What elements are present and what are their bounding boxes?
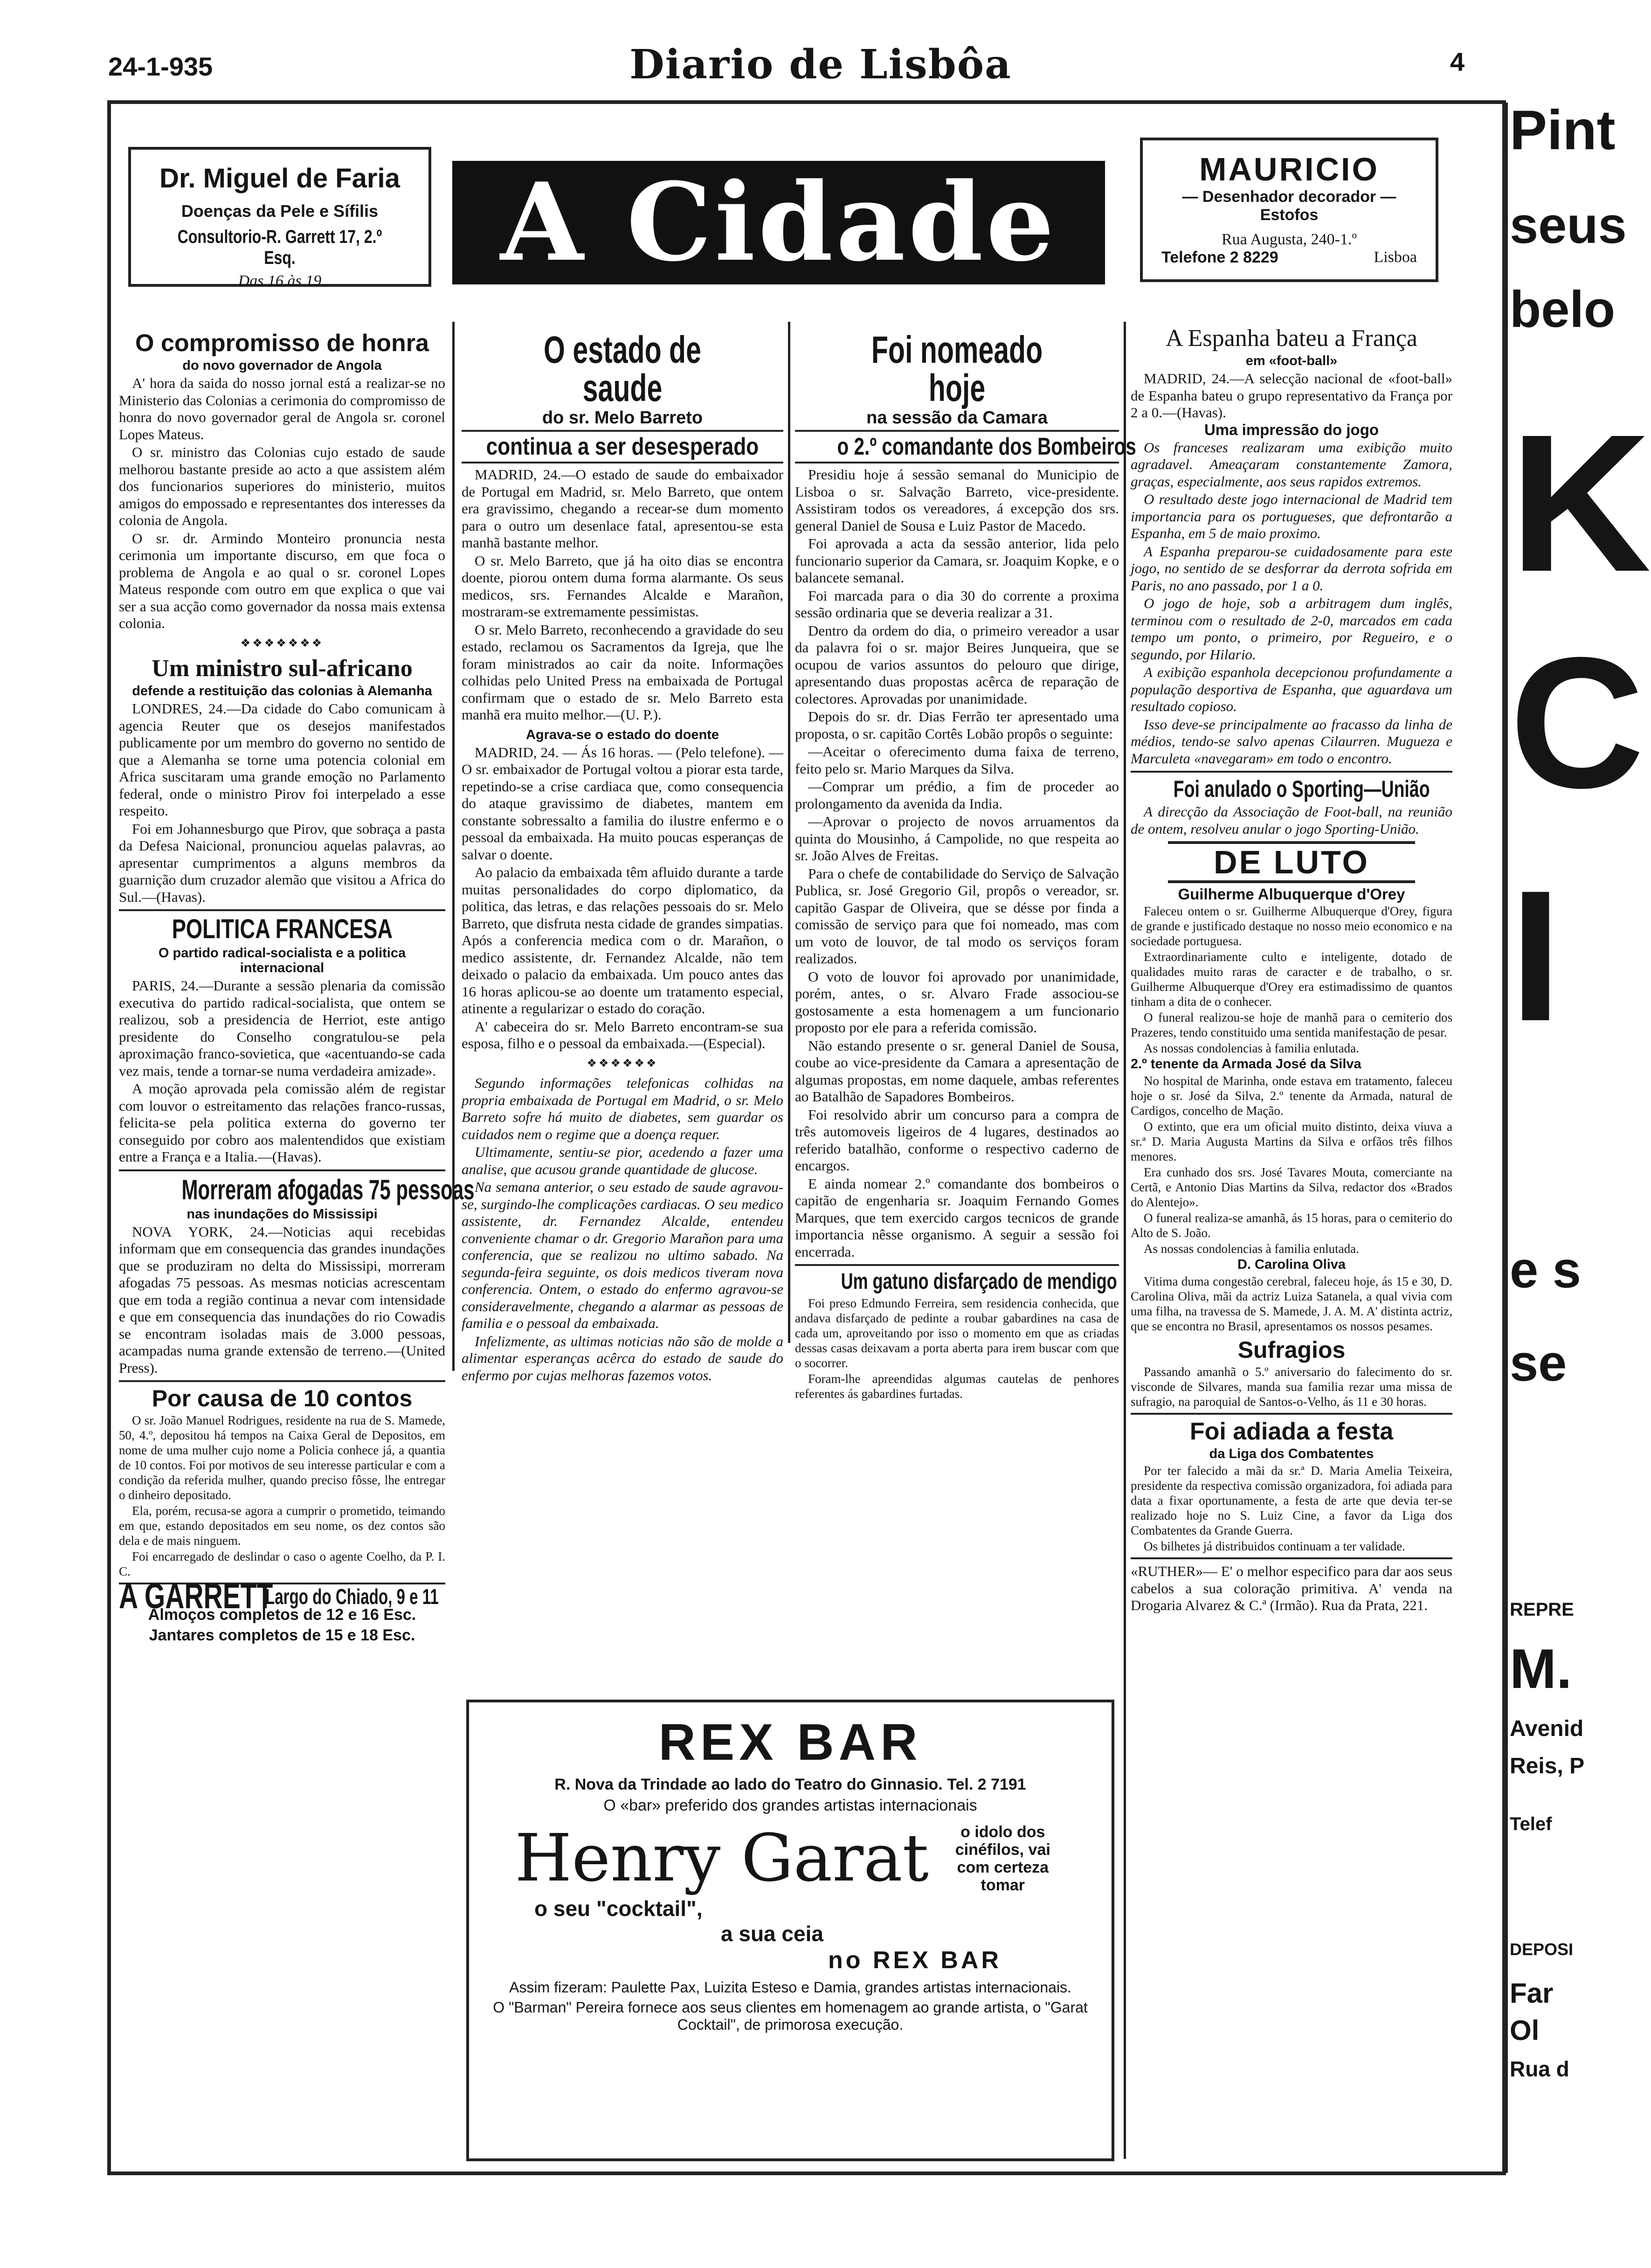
ad-line: O "Barman" Pereira fornece aos seus clientes em homenagem ao grande artista, o "Garat Cocktail", de primorosa execução. bbox=[493, 1999, 1088, 2033]
paragraph: O jogo de hoje, sob a arbitragem dum inglês, terminou com o resultado de 2-0, marcados em cada tempo um ponto, o primeiro, por Regueiro, e o segundo, por Hilario. bbox=[1131, 595, 1452, 663]
paragraph: Os franceses realizaram uma exibição muito agradavel. Ameaçaram constantemente Zamora, graças, especialmente, aos seus rapidos extremos. bbox=[1131, 439, 1452, 490]
edge-fragment: Pint bbox=[1510, 99, 1616, 161]
ad-name: Dr. Miguel de Faria bbox=[159, 163, 400, 194]
section-banner: A Cidade bbox=[452, 161, 1105, 284]
paragraph: NOVA YORK, 24.—Noticias aqui recebidas informam que em consequencia das grandes inundações que se produziram no delta do Mississipi, morreram afogadas 75 pessoas. As mesmas noticias acrescentam que em toda a região continua a nevar com intensidade e que em consequencia das inundações do rio Cowadis se encontram isoladas mais de 3.000 pessoas, acampadas numa grande extensão de terreno.—(United Press). bbox=[119, 1223, 445, 1376]
paragraph: Faleceu ontem o sr. Guilherme Albuquerque d'Orey, figura de grande e justificado destaque no nosso meio economico e na sociedade portuguesa. bbox=[1131, 904, 1452, 948]
subheadline: em «foot-ball» bbox=[1245, 353, 1338, 368]
paragraph: O sr. ministro das Colonias cujo estado de saude melhorou bastante preside ao acto a que assistem além dos funcionarios superiores do ministerio, muitos amigos do empossado e representantes dos interesses da colonia de Angola. bbox=[119, 444, 445, 528]
column-rule bbox=[1124, 322, 1126, 2159]
paragraph: —Comprar um prédio, a fim de proceder ao prolongamento da avenida da India. bbox=[795, 778, 1119, 812]
column-2 bbox=[462, 326, 783, 1383]
edge-fragment: seus bbox=[1510, 197, 1627, 254]
edge-fragment: belo bbox=[1510, 281, 1616, 338]
paragraph: O extinto, que era um oficial muito distinto, deixa viuva a sr.ª D. Maria Augusta Martins da Silva e orfãos três filhos menores. bbox=[1131, 1120, 1452, 1163]
paragraph: PARIS, 24.—Durante a sessão plenaria da comissão executiva do partido radical-socialista, que ontem se realizou, sob a presidencia de Herriot, este antigo presidente do Conselho congratulou-se pela aproximação franco-sovietica, que «acentuando-se cada vez mais, tende a tornar-se numa verdadeira amizade». bbox=[119, 977, 445, 1079]
edge-fragment: Ol bbox=[1510, 2015, 1540, 2046]
edge-fragment: se bbox=[1510, 1335, 1567, 1392]
paragraph: Depois do sr. dr. Dias Ferrão ter apresentado uma proposta, o sr. capitão Cortês Lobão propôs o seguinte: bbox=[795, 708, 1119, 742]
paragraph: As nossas condolencias à familia enlutada. bbox=[1144, 1041, 1359, 1055]
paragraph: O resultado deste jogo internacional de Madrid tem importancia para os portugueses, que defrontarão a Espanha, em 5 de maio proximo. bbox=[1131, 491, 1452, 541]
page-gutter bbox=[1505, 103, 1508, 2173]
subheadline: da Liga dos Combatentes bbox=[1209, 1446, 1374, 1461]
paragraph: O funeral realiza-se amanhã, ás 15 horas, para o cemiterio do Alto de S. João. bbox=[1131, 1211, 1452, 1240]
ad-hours: Das 16 às 19 bbox=[238, 272, 322, 290]
divider bbox=[1131, 771, 1452, 773]
paragraph: O voto de louvor foi aprovado por unanimidade, porém, antes, o sr. Alvaro Frade associou-se gostosamente a esta homenagem a um funcionario proposto por ele para a referida comissão. bbox=[795, 968, 1119, 1036]
column-rule bbox=[452, 322, 455, 1371]
headline: A Espanha bateu a França bbox=[1165, 325, 1417, 352]
column-4 bbox=[1131, 322, 1452, 2168]
headline: Um ministro sul-africano bbox=[152, 655, 413, 682]
paragraph: Ao palacio da embaixada têm afluido durante a tarde muitas personalidades do corpo diplomatico, da politica, das letras, e das relações pessoais do sr. Melo Barreto, que disfruta nesta cidade de grandes simpatias. Após a conferencia medica com o dr. Marañon, o medico assistente, dr. Fernandez Alcalde, não tem deixado o palacio da embaixada. Um pouco antes das 16 horas aplicou-se ao doente um tratamento especial, atinente a regularizar o estado do coração. bbox=[462, 864, 783, 1016]
paragraph: Segundo informações telefonicas colhidas na propria embaixada de Portugal em Madrid, o sr. Melo Barreto sofre há muito de diabetes, sem guardar os cuidados nem o regime que a doença requer. bbox=[462, 1075, 783, 1142]
headline: O estado de saude bbox=[544, 329, 701, 409]
headline: Foi anulado o Sporting—União bbox=[1173, 776, 1430, 802]
edge-fragment: Far bbox=[1510, 1978, 1554, 2009]
subheadline: Guilherme Albuquerque d'Orey bbox=[1178, 885, 1405, 903]
paragraph: Por ter falecido a mãi da sr.ª D. Maria Amelia Teixeira, presidente da respectiva comissão organizadora, foi adiada para data a fixar oportunamente, a festa de arte que devia ter-se realizado hoje no S. Luiz Cine, a favor da Liga dos Combatentes da Grande Guerra. bbox=[1131, 1464, 1452, 1537]
divider bbox=[119, 909, 445, 911]
edge-fragment: K bbox=[1510, 394, 1651, 613]
ornament-divider: ❖❖❖❖❖❖ bbox=[587, 1057, 658, 1070]
edge-fragment: I bbox=[1510, 851, 1562, 1060]
paragraph: A exibição espanhola decepcionou profundamente a população desportiva de Espanha, que aguardava um resultado copioso. bbox=[1131, 664, 1452, 714]
headline: DE LUTO bbox=[1168, 841, 1415, 883]
paragraph: A moção aprovada pela comissão além de registar com louvor o estreitamento das relações franco-russas, felicita-se pela politica externa do governo ter conseguido por cobro aos malentendidos que existiam entre a França e a Italia.—(Havas). bbox=[119, 1080, 445, 1165]
paragraph: No hospital de Marinha, onde estava em tratamento, faleceu hoje o sr. José da Silva, 2.º tenente da Armada, natural de Cardigos, concelho de Mação. bbox=[1131, 1074, 1452, 1118]
paragraph: —Aprovar o projecto de novos arruamentos da quinta do Mousinho, á Campolide, no que respeita ao sr. João Alves de Freitas. bbox=[795, 813, 1119, 864]
ad-caption: o idolo dos cinéfilos, vai com certeza tomar bbox=[955, 1823, 1050, 1894]
subheadline: 2.º tenente da Armada José da Silva bbox=[1131, 1057, 1361, 1072]
divider bbox=[795, 1264, 1119, 1266]
paragraph: Os bilhetes já distribuidos continuam a ter validade. bbox=[1144, 1539, 1405, 1553]
paragraph: Extraordinariamente culto e inteligente, dotado de qualidades muito raras de caracter e de trabalho, o sr. Guilherme Albuquerque d'Orey era estimadissimo de quantos tinham a dita de o conhecer. bbox=[1131, 950, 1452, 1009]
headline: continua a ser desesperado bbox=[486, 433, 759, 460]
ad-line: Jantares completos de 15 e 18 Esc. bbox=[149, 1626, 415, 1644]
paragraph: A' cabeceira do sr. Melo Barreto encontram-se sua esposa, filho e o pessoal da embaixada.—(Especial). bbox=[462, 1018, 783, 1051]
paragraph: A' hora da saida do nosso jornal está a realizar-se no Ministerio das Colonias a cerimonia do compromisso de honra do novo governador geral de Angola sr. coronel Lopes Mateus. bbox=[119, 375, 445, 443]
edge-fragment: Avenid bbox=[1510, 1716, 1584, 1741]
ad-sub: Estofos bbox=[1260, 206, 1319, 224]
headline: O compromisso de honra bbox=[135, 330, 429, 357]
ad-address: Consultorio-R. Garrett 17, 2.º Esq. bbox=[177, 227, 382, 268]
edge-fragment: REPRE bbox=[1510, 1599, 1574, 1620]
ad-star-name: Henry Garat bbox=[515, 1820, 929, 1896]
ad-ruther: «RUTHER»— E' o melhor especifico para dar aos seus cabelos a sua coloração primitiva. A' venda na Drogaria Alvarez & C.ª (Irmão). Rua da Prata, 221. bbox=[1131, 1563, 1452, 1613]
subheadline: do novo governador de Angola bbox=[182, 358, 382, 373]
divider bbox=[119, 1169, 445, 1171]
paragraph: Na semana anterior, o seu estado de saude agravou-se, surgindo-lhe complicações cardiacas. O seu medico assistente, dr. Fernandez Alcalde, entendeu conveniente chamar o dr. Gregorio Marañon para uma conferencia, que se realizou no ultimo sabado. Na segunda-feira seguinte, os dois medicos tiveram nova conferencia. Ontem, o estado do enfermo agravou-se consideravelmente, chegando a alarmar as pessoas de familia e o pessoal da embaixada. bbox=[462, 1179, 783, 1331]
headline: Foi nomeado hoje bbox=[871, 329, 1043, 409]
paragraph: Foi em Johannesburgo que Pirov, que sobraça a pasta da Defesa Naicional, pronunciou aquelas palavras, ao apresentar cumprimentos a alguns membros da guarnição dum cruzador alemão que visitou a Africa do Sul.—(Havas). bbox=[119, 820, 445, 905]
paragraph: Presidiu hoje á sessão semanal do Municipio de Lisboa o sr. Salvação Barreto, vice-presidente. Assistiram todos os vereadores, á excepção dos srs. general Daniel de Sousa e Luiz Pastor de Macedo. bbox=[795, 466, 1119, 534]
headline: POLITICA FRANCESA bbox=[172, 914, 393, 944]
paragraph: Foi resolvido abrir um concurso para a compra de três automoveis ligeiros de 4 lugares, destinados ao referido batalhão, conforme o respectivo caderno de encargos. bbox=[795, 1106, 1119, 1174]
subheadline: nas inundações do Mississipi bbox=[187, 1206, 378, 1222]
ad-line: no REX BAR bbox=[828, 1947, 1002, 1974]
paragraph: —Aceitar o oferecimento duma faixa de terreno, feito pelo sr. Mario Marques da Silva. bbox=[795, 743, 1119, 777]
divider bbox=[1131, 1557, 1452, 1559]
ad-city: Lisboa bbox=[1374, 249, 1417, 266]
edge-fragment: M. bbox=[1510, 1638, 1572, 1700]
paragraph: LONDRES, 24.—Da cidade do Cabo comunicam à agencia Reuter que os desejos manifestados publicamente por um membro do governo no sentido de que a Alemanha se torne uma potencia colonial em Africa suscitaram uma grande emoção no Parlamento federal, onde o ministro Pirov foi interpelado a esse respeito. bbox=[119, 700, 445, 819]
column-1 bbox=[119, 326, 475, 2178]
paragraph: MADRID, 24.—A selecção nacional de «foot-ball» de Espanha bateu o grupo representativo da França por 2 a 0.—(Havas). bbox=[1131, 370, 1452, 421]
ad-tagline: O «bar» preferido dos grandes artistas internacionais bbox=[603, 1797, 977, 1814]
paragraph: Infelizmente, as ultimas noticias não são de molde a alimentar esperanças acêrca do estado de saude do enfermo por cujas melhoras fazemos votos. bbox=[462, 1333, 783, 1383]
edge-fragment: e s bbox=[1510, 1241, 1581, 1299]
paragraph: O sr. Melo Barreto, reconhecendo a gravidade do seu estado, reclamou os Sacramentos da Igreja, que lhe foram ministrados ao cair da noite. Informações colhidas pelo United Press na embaixada de Portugal confirmam que o estado de sr. Melo Barreto esta manhã era muito melhor.—(U. P.). bbox=[462, 621, 783, 723]
paragraph: Foi aprovada a acta da sessão anterior, lida pelo funcionario superior da Camara, sr. Joaquim Kopke, e o balancete semanal. bbox=[795, 535, 1119, 586]
edge-fragment: DEPOSI bbox=[1510, 1940, 1574, 1959]
headline: Foi adiada a festa bbox=[1189, 1418, 1394, 1445]
ad-line: Assim fizeram: Paulette Pax, Luizita Esteso e Damia, grandes artistas internacionais. bbox=[509, 1979, 1071, 1996]
paragraph: Isso deve-se principalmente ao fracasso da linha de médios, tendo-se salvo apenas Cilaurren. Mugueza e Marculeta «navegaram» em todo o encontro. bbox=[1131, 716, 1452, 767]
ad-name: A GARRETT bbox=[119, 1577, 273, 1616]
divider bbox=[1131, 1413, 1452, 1415]
ad-name: MAURICIO bbox=[1199, 151, 1379, 187]
headline: Sufragios bbox=[1237, 1337, 1346, 1363]
paragraph: As nossas condolencias à familia enlutada. bbox=[1144, 1242, 1359, 1256]
paragraph: Vitima duma congestão cerebral, faleceu hoje, ás 15 e 30, D. Carolina Oliva, mãi da actriz Luiza Satanela, a qual vivia com uma filha, na travessa de S. Mamede, J. A. M. A' distinta actriz, que se encontra no Brasil, apresentamos os nossos pesames. bbox=[1131, 1274, 1452, 1333]
ad-dr-faria bbox=[128, 147, 431, 290]
subheadline: do sr. Melo Barreto bbox=[542, 408, 703, 428]
paragraph: E ainda nomear 2.º comandante dos bombeiros o capitão de engenharia sr. Joaquim Fernando Gomes Marques, que tem exercido cargos tecnicos de grande importancia nêsse organismo. A seguir a sessão foi encerrada. bbox=[795, 1175, 1119, 1260]
edge-fragment: C bbox=[1510, 618, 1644, 827]
column-3 bbox=[795, 326, 1136, 1401]
page-number: 4 bbox=[1450, 47, 1465, 76]
paragraph: Foram-lhe apreendidas algumas cautelas de penhores referentes ás gabardines furtadas. bbox=[795, 1372, 1119, 1401]
subheadline: defende a restituição das colonias à Alemanha bbox=[132, 684, 432, 698]
ad-line: a sua ceia bbox=[721, 1922, 823, 1946]
ad-address: R. Nova da Trindade ao lado do Teatro do Ginnasio. Tel. 2 7191 bbox=[554, 1776, 1026, 1793]
paragraph: Passando amanhã o 5.º aniversario do falecimento do sr. visconde de Silvares, manda sua familia rezar uma missa de sufragio, na paroquial de Santos-o-Velho, ás 11 e 30 horas. bbox=[1131, 1365, 1452, 1409]
paragraph: Não estando presente o sr. general Daniel de Sousa, coube ao vice-presidente da Camara a apresentação de algumas propostas, em nome daquele, ambas referentes ao Batalhão de Sapadores Bombeiros. bbox=[795, 1037, 1119, 1105]
paragraph: A Espanha preparou-se cuidadosamente para este jogo, no sentido de se desforrar da derrota sofrida em Paris, no ano passado, por 1 a 0. bbox=[1131, 543, 1452, 594]
subheadline: D. Carolina Oliva bbox=[1237, 1257, 1346, 1272]
paragraph: Foi marcada para o dia 30 do corrente a proxima sessão ordinaria que se deveria realizar a 31. bbox=[795, 587, 1119, 621]
paragraph: Foi preso Edmundo Ferreira, sem residencia conhecida, que andava disfarçado de pedinte a roubar gabardines na casa de cada um, aproveitando por isso o momento em que as criadas dessas casas deixavam a porta aberta para irem buscar com que o socorrer. bbox=[795, 1296, 1119, 1370]
subheadline: O partido radical-socialista e a politica internacional bbox=[158, 946, 406, 975]
ad-title: REX BAR bbox=[658, 1714, 922, 1771]
headline: Um gatuno disfarçado de mendigo bbox=[841, 1269, 1117, 1294]
edge-fragment: Reis, P bbox=[1510, 1754, 1585, 1778]
paragraph: Para o chefe de contabilidade do Serviço de Salvação Publica, sr. José Gregorio Gil, propôs o vereador, sr. capitão Gaspar de Oliveira, que se désse por finda a comissão de serviço para que foi nomeado, mas com um voto de louvor, de tal modo os serviços foram realizados. bbox=[795, 865, 1119, 967]
ad-mauricio bbox=[1140, 138, 1438, 282]
issue-date: 24-1-935 bbox=[108, 52, 213, 81]
headline: o 2.º comandante dos Bombeiros bbox=[837, 433, 1136, 460]
ad-address: Largo do Chiado, 9 e 11 bbox=[265, 1584, 439, 1609]
ad-line: Almoços completos de 12 e 16 Esc. bbox=[148, 1605, 416, 1624]
ad-line: o seu "cocktail", bbox=[534, 1896, 703, 1921]
ad-specialty: Doenças da Pele e Sífilis bbox=[181, 201, 379, 221]
ad-address: Rua Augusta, 240-1.º bbox=[1221, 231, 1357, 248]
ornament-divider: ❖❖❖❖❖❖❖ bbox=[240, 637, 324, 650]
paragraph: Ultimamente, sentiu-se pior, acedendo a fazer uma analise, que acusou grande quantidade de glucose. bbox=[462, 1144, 783, 1177]
subheadline: Agrava-se o estado do doente bbox=[525, 727, 719, 742]
paragraph: MADRID, 24.—O estado de saude do embaixador de Portugal em Madrid, sr. Melo Barreto, que ontem era gravissimo, chegando a recear-se dum momento para o outro um desenlace fatal, apresentou-se esta manhã bastante melhor. bbox=[462, 466, 783, 551]
divider bbox=[119, 1380, 445, 1382]
paragraph: O sr. Melo Barreto, que já ha oito dias se encontra doente, piorou ontem duma forma alarmante. Os seus medicos, srs. Fernandes Alcalde e Marañon, mostraram-se extremamente pessimistas. bbox=[462, 552, 783, 620]
paragraph: O funeral realizou-se hoje de manhã para o cemiterio dos Prazeres, tendo constituido uma sentida manifestação de pesar. bbox=[1131, 1010, 1452, 1039]
subheadline: Uma impressão do jogo bbox=[1204, 421, 1379, 438]
headline: Por causa de 10 contos bbox=[152, 1385, 413, 1411]
ad-role: — Desenhador decorador — bbox=[1182, 188, 1396, 206]
headline: Morreram afogadas 75 pessoas bbox=[181, 1174, 475, 1205]
paragraph: O sr. João Manuel Rodrigues, residente na rua de S. Mamede, 50, 4.º, depositou há tempos na Caixa Geral de Depositos, em nome de uma mulher cujo nome a Policia conhece já, a quantia de 10 contos. Foi por motivos de seu interesse particular e com a condição da referida mulher, quando preciso fôsse, lhe entregar o dinheiro depositado. bbox=[119, 1413, 445, 1502]
paragraph: O sr. dr. Armindo Monteiro pronuncia nesta cerimonia um importante discurso, em que foca o problema de Angola e ao qual o sr. coronel Lopes Mateus responde com outro em que explica o que vai ser a sua acção como governador da nossa mais extensa colonia. bbox=[119, 530, 445, 631]
paragraph: Era cunhado dos srs. José Tavares Mouta, comerciante na Certã, e Antonio Dias Martins da Silva, redactor dos «Brados do Alentejo». bbox=[1131, 1165, 1452, 1209]
paragraph: MADRID, 24. — Ás 16 horas. — (Pelo telefone). — O sr. embaixador de Portugal voltou a piorar esta tarde, repetindo-se a crise cardiaca que, como consequencia do ataque gravissimo de diabetes, mantem em constante sobressalto a familia do ilustre enfermo e o pessoal da embaixada. Ha muito poucas esperanças de salvar o doente. bbox=[462, 744, 783, 863]
newspaper-title: Diario de Lisbôa bbox=[629, 41, 1012, 88]
paragraph: Dentro da ordem do dia, o primeiro vereador a usar da palavra foi o sr. major Beires Junqueira, que se ocupou de varios assuntos do pelouro que dirige, apresentando duas propostas acêrca de reparação de colectores. Aprovadas por unanimidade. bbox=[795, 622, 1119, 707]
ad-phone: Telefone 2 8229 bbox=[1161, 249, 1278, 266]
paragraph: Ela, porém, recusa-se agora a cumprir o prometido, teimando em que, estando depositados em seu nome, os dez contos são dela e de mais ninguem. bbox=[119, 1504, 445, 1548]
paragraph: A direcção da Associação de Foot-ball, na reunião de ontem, resolveu anular o jogo Sporting-União. bbox=[1131, 803, 1452, 837]
edge-fragment: Rua d bbox=[1510, 2057, 1569, 2081]
edge-fragment: Telef bbox=[1510, 1814, 1552, 1834]
subheadline: na sessão da Camara bbox=[866, 408, 1048, 428]
paragraph: Foi encarregado de deslindar o caso o agente Coelho, da P. I. C. bbox=[119, 1549, 445, 1578]
column-rule bbox=[788, 322, 790, 1343]
ad-rex-bar bbox=[466, 1700, 1114, 2161]
